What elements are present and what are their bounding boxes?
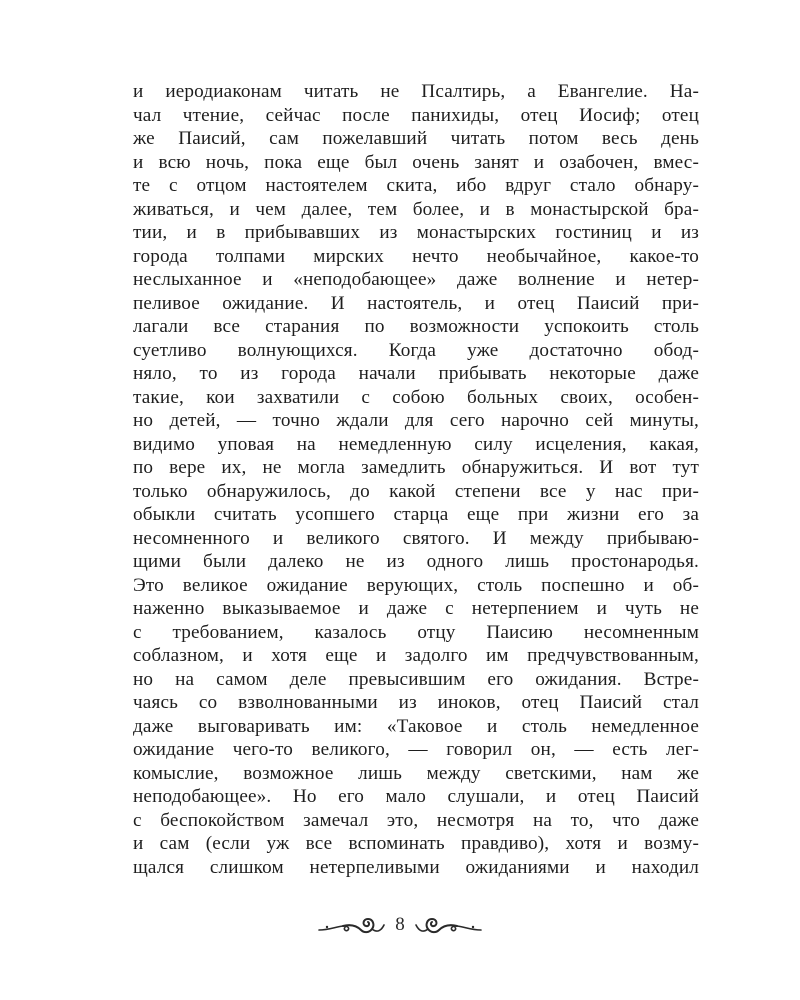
text-line: даже выговаривать им: «Таковое и столь немедленное xyxy=(133,715,699,737)
text-line: тии, и в прибывавших из монастырских гостиниц и из xyxy=(133,222,699,243)
text-line: пеливое ожидание. И настоятель, и отец Паисий при- xyxy=(133,292,699,314)
text-line: же Паисий, сам пожелавший читать потом весь день xyxy=(133,128,699,149)
text-line: ожидание чего-то великого, — говорил он, — есть лег- xyxy=(133,739,699,760)
text-line: комыслие, возможное лишь между светскими, нам же xyxy=(133,762,699,784)
text-line: несомненного и великого святого. И между прибываю- xyxy=(133,527,699,549)
text-line: неподобающее». Но его мало слушали, и отец Паисий xyxy=(133,786,699,807)
page-footer xyxy=(0,905,800,945)
text-line: но детей, — точно ждали для сего нарочно сей минуты, xyxy=(133,410,699,431)
text-line: чаясь со взволнованными из иноков, отец Паисий стал xyxy=(133,692,699,713)
text-line: обыкли считать усопшего старца еще при жизни его за xyxy=(133,504,699,525)
page-number: 8 xyxy=(395,914,405,935)
body-text xyxy=(133,80,699,879)
scroll-flourish-right-icon xyxy=(413,908,483,942)
text-line: те с отцом настоятелем скита, ибо вдруг стало обнару- xyxy=(133,175,699,196)
text-line: няло, то из города начали прибывать некоторые даже xyxy=(133,363,699,384)
text-line: но на самом деле превысившим его ожидания. Встре- xyxy=(133,668,699,690)
text-line: лагали все старания по возможности успокоить столь xyxy=(133,316,699,337)
text-line: с беспокойством замечал это, несмотря на то, что даже xyxy=(133,809,699,831)
text-line: видимо уповая на немедленную силу исцеления, какая, xyxy=(133,433,699,455)
text-line: такие, кои захватили с собою больных своих, особен- xyxy=(133,386,699,408)
text-line: и всю ночь, пока еще был очень занят и озабочен, вмес- xyxy=(133,151,699,173)
text-line: по вере их, не могла замедлить обнаружиться. И вот тут xyxy=(133,457,699,478)
text-line: Это великое ожидание верующих, столь поспешно и об- xyxy=(133,574,699,596)
text-line: соблазном, и хотя еще и задолго им предчувствованным, xyxy=(133,645,699,666)
text-line: наженно выказываемое и даже с нетерпением и чуть не xyxy=(133,598,699,619)
text-line: и иеродиаконам читать не Псалтирь, а Евангелие. На- xyxy=(133,81,699,102)
text-line: и сам (если уж все вспоминать правдиво), хотя и возму- xyxy=(133,833,699,854)
text-line: неслыханное и «неподобающее» даже волнение и нетер- xyxy=(133,269,699,290)
text-line: только обнаружилось, до какой степени все у нас при- xyxy=(133,480,699,502)
text-line: щался слишком нетерпеливыми ожиданиями и находил xyxy=(133,856,699,878)
text-line: живаться, и чем далее, тем более, и в монастырской бра- xyxy=(133,198,699,220)
text-line: щими были далеко не из одного лишь простонародья. xyxy=(133,551,699,572)
text-line: суетливо волнующихся. Когда уже достаточно обод- xyxy=(133,339,699,361)
text-line: города толпами мирских нечто необычайное, какое-то xyxy=(133,245,699,267)
text-line: с требованием, казалось отцу Паисию несомненным xyxy=(133,621,699,643)
text-line: чал чтение, сейчас после панихиды, отец Иосиф; отец xyxy=(133,104,699,126)
scroll-flourish-left-icon xyxy=(317,908,387,942)
